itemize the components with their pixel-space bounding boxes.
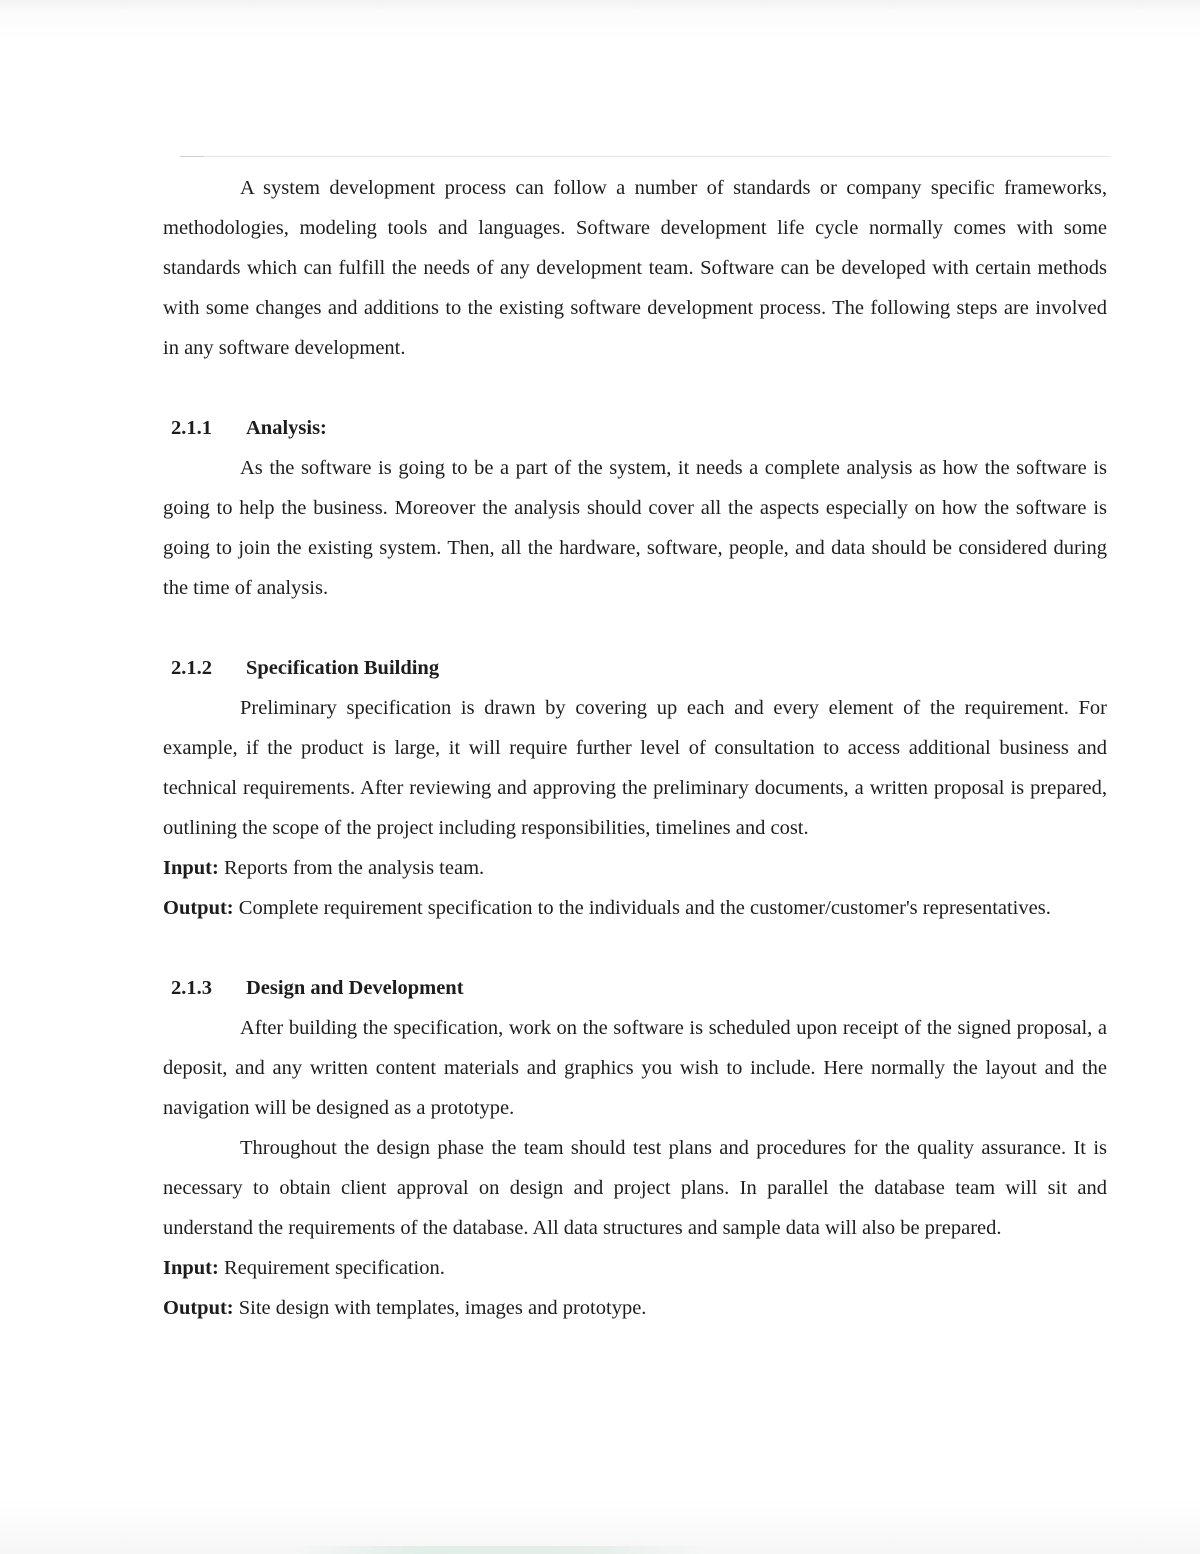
output-line (163, 1288, 1107, 1328)
section-analysis (163, 408, 1107, 608)
input-text: Requirement specification. (218, 1257, 445, 1279)
output-label: Output: (163, 897, 234, 919)
header-rule-mark (180, 156, 204, 157)
intro-paragraph: A system development process can follow a number of standards or company specific frameworks, methodologies, modeling tools and languages. Software development life cycle normally comes with some standards which can fulfill the needs of any development team. Software can be developed with certain methods with some changes and additions to the existing software development process. The following steps are involved in any software development. (163, 177, 1107, 359)
input-line (163, 848, 1107, 888)
section-number: 2.1.1 (171, 417, 212, 439)
section-paragraph: Throughout the design phase the team should test plans and procedures for the quality assurance. It is necessary to obtain client approval on design and project plans. In parallel the database team will sit and understand the requirements of the database. All data structures and sample data will also be prepared. (163, 1137, 1107, 1239)
output-text: Site design with templates, images and prototype. (233, 1297, 647, 1319)
section-title: Analysis: (246, 417, 327, 439)
input-label: Input: (163, 1257, 219, 1279)
input-label: Input: (163, 857, 219, 879)
output-text: Complete requirement specification to the individuals and the customer/customer's representatives. (233, 897, 1051, 919)
section-paragraph: After building the specification, work on the software is scheduled upon receipt of the signed proposal, a deposit, and any written content materials and graphics you wish to include. Here normally the layout and the navigation will be designed as a prototype. (163, 1017, 1107, 1119)
section-number: 2.1.3 (171, 977, 212, 999)
section-paragraph: Preliminary specification is drawn by covering up each and every element of the requirement. For example, if the product is large, it will require further level of consultation to access additional business and technical requirements. After reviewing and approving the preliminary documents, a written proposal is prepared, outlining the scope of the project including responsibilities, timelines and cost. (163, 697, 1107, 839)
scan-artifact (290, 1546, 710, 1554)
header-rule (180, 156, 1110, 157)
output-line (163, 888, 1107, 928)
section-heading (163, 408, 1107, 448)
section-number: 2.1.2 (171, 657, 212, 679)
document-body (163, 168, 1107, 1328)
section-heading (163, 968, 1107, 1008)
input-text: Reports from the analysis team. (218, 857, 485, 879)
section-specification-building (163, 648, 1107, 928)
input-line (163, 1248, 1107, 1288)
section-title: Specification Building (246, 657, 440, 679)
section-title: Design and Development (246, 977, 464, 999)
section-paragraph: As the software is going to be a part of the system, it needs a complete analysis as how the software is going to help the business. Moreover the analysis should cover all the aspects especially on how the software is going to join the existing system. Then, all the hardware, software, people, and data should be considered during the time of analysis. (163, 457, 1107, 599)
section-heading (163, 648, 1107, 688)
output-label: Output: (163, 1297, 234, 1319)
section-design-and-development (163, 968, 1107, 1328)
